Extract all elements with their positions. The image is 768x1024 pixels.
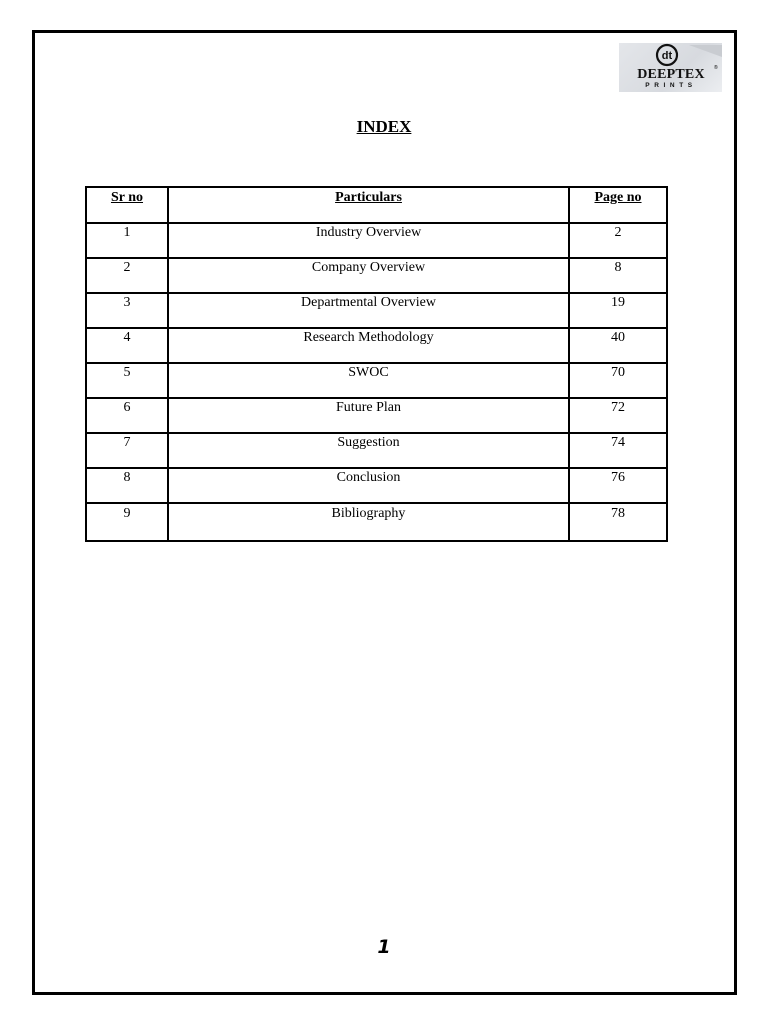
cell-particular: SWOC [168,363,569,398]
table-row [86,363,667,398]
cell-particular: Company Overview [168,258,569,293]
table-row [86,223,667,258]
table-row [86,468,667,503]
cell-particular: Industry Overview [168,223,569,258]
cell-sr-no: 4 [86,328,168,363]
cell-particular: Departmental Overview [168,293,569,328]
header-sr-no: Sr no [86,187,168,223]
header-particulars: Particulars [168,187,569,223]
cell-page-no: 2 [569,223,667,258]
cell-page-no: 40 [569,328,667,363]
table-row [86,398,667,433]
cell-page-no: 78 [569,503,667,541]
cell-particular: Future Plan [168,398,569,433]
cell-page-no: 8 [569,258,667,293]
table-row [86,328,667,363]
cell-particular: Research Methodology [168,328,569,363]
page-title: INDEX [356,117,412,136]
logo-mark: dt [661,50,673,62]
cell-page-no: 74 [569,433,667,468]
logo-subtitle: PRINTS [645,82,697,89]
cell-sr-no: 3 [86,293,168,328]
cell-sr-no: 5 [86,363,168,398]
cell-page-no: 19 [569,293,667,328]
header-page-no: Page no [569,187,667,223]
logo-registered-mark: ® [714,65,718,71]
page-number: 1 [377,936,391,958]
cell-particular: Suggestion [168,433,569,468]
cell-sr-no: 1 [86,223,168,258]
table-row [86,433,667,468]
table-row [86,258,667,293]
company-logo [619,43,722,92]
cell-particular: Conclusion [168,468,569,503]
table-row [86,293,667,328]
cell-particular: Bibliography [168,503,569,541]
cell-sr-no: 6 [86,398,168,433]
cell-page-no: 76 [569,468,667,503]
cell-sr-no: 2 [86,258,168,293]
cell-sr-no: 8 [86,468,168,503]
page-border-bottom-line [32,993,737,994]
cell-sr-no: 7 [86,433,168,468]
cell-page-no: 70 [569,363,667,398]
cell-page-no: 72 [569,398,667,433]
logo-wordmark: DEEPTEX [637,67,705,82]
table-row [86,503,667,541]
index-table [85,186,668,542]
cell-sr-no: 9 [86,503,168,541]
table-header-row [86,187,667,223]
